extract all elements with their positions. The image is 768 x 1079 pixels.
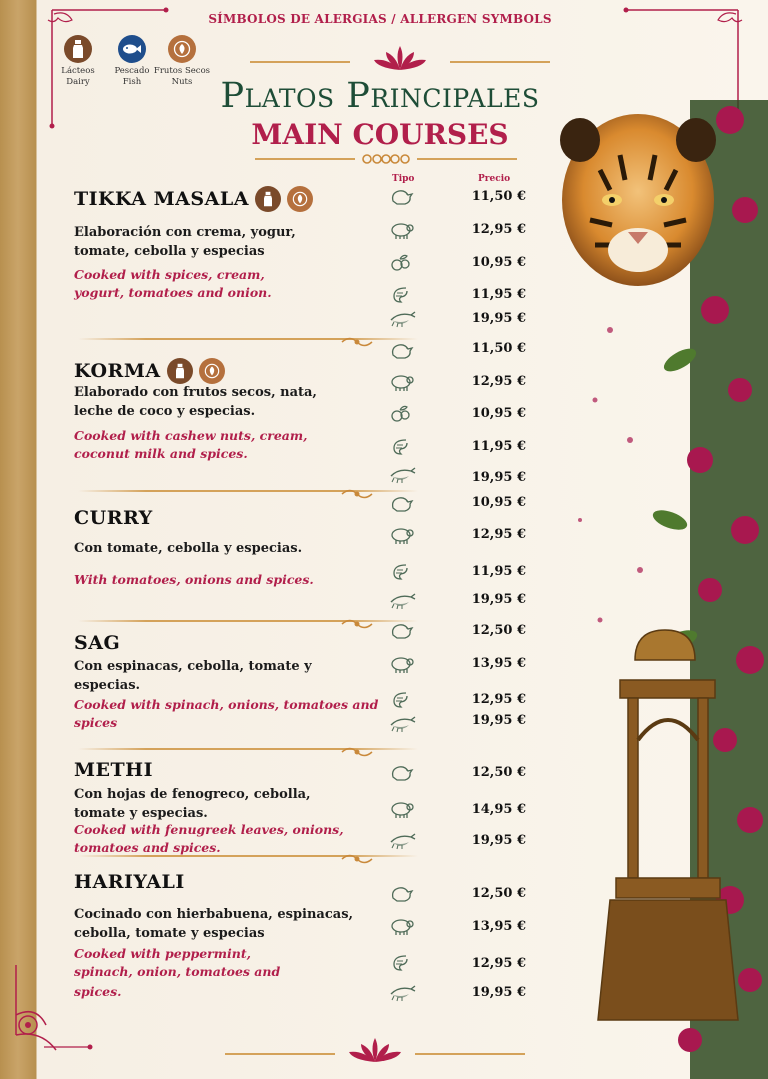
price: 12,95 € [471, 527, 526, 542]
dish-2-description-en: With tomatoes, onions and spices. [74, 572, 314, 587]
page-title-es: Platos Principales [220, 76, 540, 116]
dish-1-description-es: leche de coco y especias. [74, 404, 256, 419]
legend-fish [104, 35, 160, 88]
nut-leaf-icon [199, 358, 225, 384]
dish-4-description-es: tomate y especias. [74, 806, 208, 821]
prawn-icon [388, 436, 416, 456]
price: 11,95 € [471, 287, 526, 302]
page-title-en: MAIN COURSES [251, 118, 509, 151]
legend-dairy-en: Dairy [66, 77, 90, 87]
milk-bottle-icon [64, 35, 92, 63]
column-header-price: Precio [478, 174, 511, 184]
dish-4-description-en: tomatoes and spices. [74, 840, 221, 855]
prawn-icon [388, 952, 416, 972]
price: 11,50 € [471, 341, 526, 356]
tiger-floral-illustration [540, 100, 768, 1079]
title-divider [255, 152, 517, 166]
lamb-icon [388, 372, 416, 392]
chicken-icon [388, 341, 416, 361]
fish-icon [118, 35, 146, 63]
chicken-icon [388, 763, 416, 783]
dish-name: HARIYALI [74, 871, 185, 893]
dish-4-name-row [74, 759, 153, 781]
dish-name: TIKKA MASALA [74, 188, 249, 210]
lotus-ornament-top [250, 34, 550, 74]
price: 12,95 € [471, 374, 526, 389]
chicken-icon [388, 187, 416, 207]
price: 12,50 € [471, 886, 526, 901]
lotus-ornament-bottom [225, 1028, 525, 1068]
nut-leaf-icon [168, 35, 196, 63]
dish-5-description-en: spices. [74, 984, 122, 999]
dish-name: KORMA [74, 360, 161, 382]
dish-2-description-es: Con tomate, cebolla y especias. [74, 541, 303, 556]
prawn-icon [388, 689, 416, 709]
price: 13,95 € [471, 656, 526, 671]
dish-5-description-es: cebolla, tomate y especias [74, 926, 265, 941]
legend-fish-es: Pescado [114, 66, 150, 76]
dish-1-description-es: Elaborado con frutos secos, nata, [74, 385, 317, 400]
milk-bottle-icon [255, 186, 281, 212]
divider-knot-ornament [340, 743, 374, 762]
price: 12,95 € [471, 956, 526, 971]
dish-3-description-es: especias. [74, 678, 141, 693]
lamb-icon [388, 916, 416, 936]
dish-0-description-es: Elaboración con crema, yogur, [74, 225, 296, 240]
price: 19,95 € [471, 592, 526, 607]
dish-3-name-row [74, 632, 120, 654]
king-prawn-icon [388, 982, 416, 1002]
dish-0-description-en: yogurt, tomatoes and onion. [74, 285, 272, 300]
lamb-icon [388, 799, 416, 819]
chicken-icon [388, 494, 416, 514]
price: 10,95 € [471, 406, 526, 421]
vegetables-icon [388, 404, 416, 424]
dish-1-description-en: coconut milk and spices. [74, 446, 248, 461]
king-prawn-icon [388, 590, 416, 610]
dish-name: SAG [74, 632, 121, 654]
price: 19,95 € [471, 833, 526, 848]
legend-nuts-en: Nuts [171, 77, 193, 87]
dish-name: CURRY [74, 507, 153, 529]
chicken-icon [388, 884, 416, 904]
price: 19,95 € [471, 713, 526, 728]
lamb-icon [388, 525, 416, 545]
milk-bottle-icon [167, 358, 193, 384]
legend-fish-en: Fish [122, 77, 142, 87]
nut-leaf-icon [287, 186, 313, 212]
divider-knot-ornament [340, 615, 374, 634]
lamb-icon [388, 220, 416, 240]
dish-0-description-en: Cooked with spices, cream, [74, 267, 265, 282]
dish-5-description-en: spinach, onion, tomatoes and [74, 964, 281, 979]
dish-3-description-en: Cooked with spinach, onions, tomatoes and [74, 697, 379, 712]
legend-dairy-es: Lácteos [61, 66, 95, 76]
dish-0-name-row [74, 186, 313, 212]
price: 10,95 € [471, 255, 526, 270]
king-prawn-icon [388, 464, 416, 484]
dish-4-description-es: Con hojas de fenogreco, cebolla, [74, 787, 311, 802]
divider-knot-ornament [340, 333, 374, 352]
legend-dairy [50, 35, 106, 88]
chicken-icon [388, 621, 416, 641]
price: 10,95 € [471, 495, 526, 510]
divider-knot-ornament [340, 850, 374, 869]
price: 19,95 € [471, 985, 526, 1000]
dish-3-description-en: spices [74, 715, 118, 730]
prawn-icon [388, 561, 416, 581]
column-header-type: Tipo [392, 174, 415, 184]
lamb-icon [388, 654, 416, 674]
price: 13,95 € [471, 919, 526, 934]
dish-5-description-en: Cooked with peppermint, [74, 946, 251, 961]
king-prawn-icon [388, 830, 416, 850]
price: 11,95 € [471, 439, 526, 454]
king-prawn-icon [388, 308, 416, 328]
price: 14,95 € [471, 802, 526, 817]
dish-name: METHI [74, 759, 153, 781]
allergen-symbols-title: SÍMBOLOS DE ALERGIAS / ALLERGEN SYMBOLS [208, 12, 552, 26]
dish-1-name-row [74, 358, 225, 384]
legend-nuts-es: Frutos Secos [153, 66, 211, 76]
vegetables-icon [388, 253, 416, 273]
dish-4-description-en: Cooked with fenugreek leaves, onions, [74, 822, 344, 837]
dish-0-description-es: tomate, cebolla y especias [74, 244, 265, 259]
price: 12,95 € [471, 222, 526, 237]
prawn-icon [388, 284, 416, 304]
king-prawn-icon [388, 713, 416, 733]
price: 19,95 € [471, 470, 526, 485]
price: 11,50 € [471, 189, 526, 204]
price: 12,50 € [471, 623, 526, 638]
dish-5-name-row [74, 871, 185, 893]
price: 12,50 € [471, 765, 526, 780]
dish-1-description-en: Cooked with cashew nuts, cream, [74, 428, 308, 443]
price: 12,95 € [471, 692, 526, 707]
price: 11,95 € [471, 564, 526, 579]
dish-3-description-es: Con espinacas, cebolla, tomate y [74, 659, 312, 674]
price: 19,95 € [471, 311, 526, 326]
dish-5-description-es: Cocinado con hierbabuena, espinacas, [74, 907, 354, 922]
dish-2-name-row [74, 507, 153, 529]
divider-knot-ornament [340, 485, 374, 504]
